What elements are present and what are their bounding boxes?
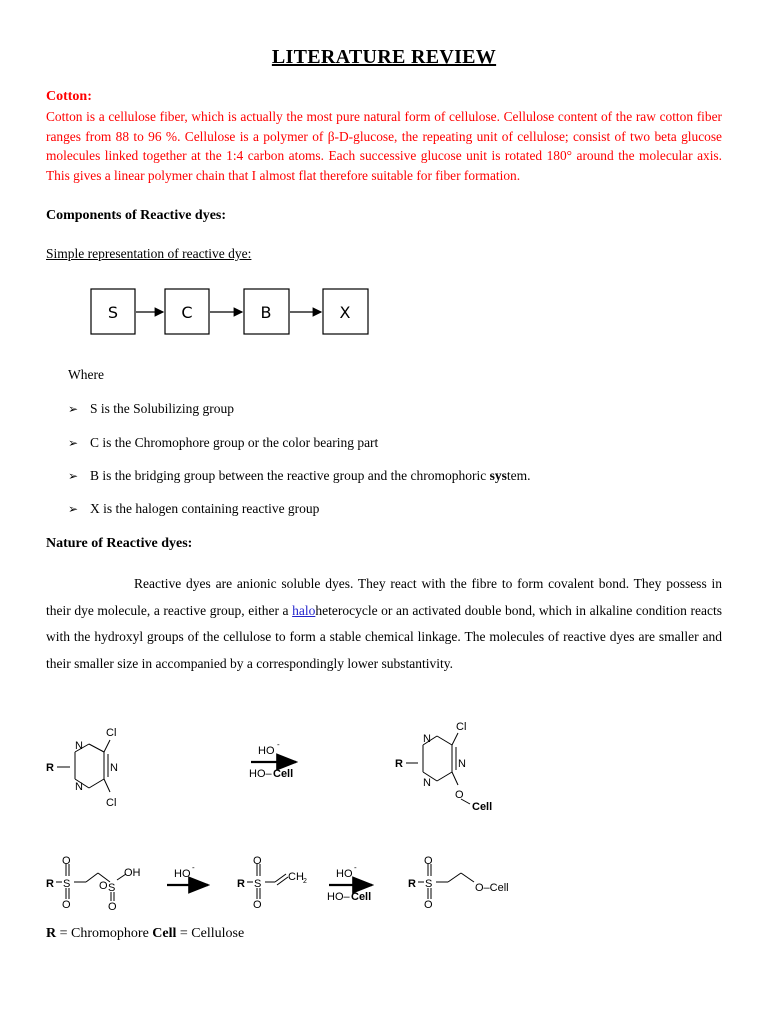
cl-label: Cl (106, 727, 117, 739)
halo-link[interactable]: halo (292, 602, 316, 618)
where-label: Where (68, 367, 104, 382)
s-label: S (63, 878, 71, 890)
o-label: O (253, 899, 262, 911)
bullet-text-end: tem. (506, 468, 531, 483)
bullet-arrow-icon: ➢ (68, 402, 79, 416)
cell-label: Cell (351, 891, 372, 903)
ch2-subscript: 2 (303, 878, 307, 885)
oh-label: OH (124, 867, 141, 879)
legend-r-text: = Chromophore (56, 926, 153, 941)
cell-label: Cell (273, 768, 294, 780)
cl-label: Cl (106, 797, 117, 809)
s-label: S (108, 882, 116, 894)
bullet-arrow-icon: ➢ (68, 502, 79, 516)
box-s-label: S (107, 303, 119, 322)
cotton-paragraph: Cotton is a cellulose fiber, which is actually the most pure natural form of cellulose. Cellulose content of the raw cotton fiber ranges from 88 to 96 %. Cellulose is a polymer of β-D-glucose, the repeating unit of cellulose; consist of two beta glucose molecules linked together at the 1:4 carbon atoms. Each successive glucose unit is rotated 180° around the molecular axis. This gives a linear polymer chain that I almost flat therefore suitable for fiber formation. (46, 109, 722, 183)
cell-label: Cell (472, 801, 493, 813)
r-label: R (408, 878, 416, 890)
bullet-arrow-icon: ➢ (68, 436, 79, 450)
o-label: O (253, 855, 262, 867)
legend-cell-text: = Cellulose (176, 926, 245, 941)
ho-label: HO (174, 868, 191, 880)
o-label: O (62, 855, 71, 867)
legend-r-label: R (46, 926, 57, 941)
bullet-bold-text: sys (489, 468, 507, 483)
o-label: O (424, 855, 433, 867)
n-label: N (423, 733, 431, 745)
n-label: N (110, 762, 118, 774)
r-label: R (395, 758, 403, 770)
components-heading: Components of Reactive dyes: (46, 208, 227, 223)
r-label: R (237, 878, 245, 890)
n-label: N (75, 740, 83, 752)
page-title: LITERATURE REVIEW (271, 46, 497, 68)
o-label: O (62, 899, 71, 911)
n-label: N (75, 781, 83, 793)
legend-cell-label: Cell (152, 926, 177, 941)
s-label: S (425, 878, 433, 890)
box-b-label: B (260, 303, 272, 322)
cotton-heading: Cotton: (46, 89, 92, 104)
minus-sign: - (192, 863, 195, 872)
box-x-label: X (339, 303, 351, 322)
bullet-arrow-icon: ➢ (68, 469, 79, 483)
representation-subheading: Simple representation of reactive dye: (46, 246, 252, 261)
box-c-label: C (181, 303, 193, 322)
n-label: N (458, 758, 466, 770)
o-label: O (455, 789, 464, 801)
ho-cell-prefix: HO– (327, 891, 350, 903)
bullet-text: C is the Chromophore group or the color bearing part (90, 435, 379, 450)
nature-heading: Nature of Reactive dyes: (46, 536, 193, 551)
r-label: R (46, 762, 54, 774)
nature-text-part1: Reactive dyes are anionic soluble dyes. They react with the fibre to form covalent bond. They possess in their dye molecule, a reactive group, either a (46, 576, 722, 618)
triazine-reactant (57, 740, 110, 792)
minus-sign: - (354, 863, 357, 872)
o-cell-label: O–Cell (475, 882, 509, 894)
ho-cell-prefix: HO– (249, 768, 272, 780)
legend-line (46, 926, 244, 942)
bullet-text: S is the Solubilizing group (90, 401, 235, 416)
bullet-text: B is the bridging group between the reactive group and the chromophoric (90, 468, 490, 483)
minus-sign: - (277, 740, 280, 749)
o-label: O (99, 880, 108, 892)
s-label: S (254, 878, 262, 890)
ch2-label: CH (288, 871, 304, 883)
ho-label: HO (336, 868, 353, 880)
nature-text-part2: heterocycle or an activated double bond, which in alkaline condition reacts with the hydroxyl groups of the cellulose to form a stable chemical linkage. The molecules of reactive dyes are smaller and their smaller size in accompanied by a correspondingly lower substantivity. (46, 602, 722, 671)
r-label: R (46, 878, 54, 890)
cl-label: Cl (456, 721, 467, 733)
o-label: O (424, 899, 433, 911)
o-label: O (108, 901, 117, 913)
bullet-text: X is the halogen containing reactive group (90, 501, 320, 516)
n-label: N (423, 777, 431, 789)
ho-label: HO (258, 745, 275, 757)
